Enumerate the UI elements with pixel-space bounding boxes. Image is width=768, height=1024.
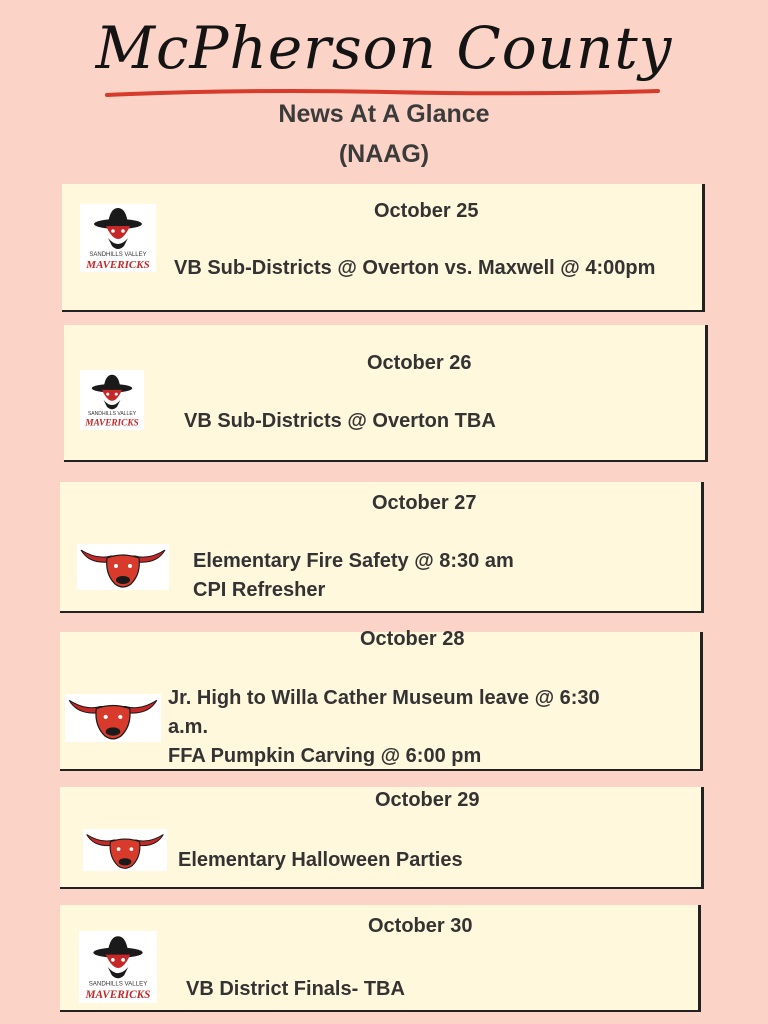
longhorn-bull-icon — [87, 834, 164, 868]
cowboy-mascot-icon — [94, 208, 142, 249]
event-date: October 26 — [367, 352, 472, 374]
event-card-oct-25 — [62, 184, 705, 312]
event-card-oct-29 — [60, 787, 704, 889]
event-text: a.m. — [168, 716, 209, 738]
event-card-oct-27 — [60, 482, 704, 613]
event-date: October 29 — [375, 789, 480, 811]
event-card-oct-26 — [64, 325, 708, 462]
page-title: McPherson County — [95, 14, 673, 82]
cowboy-mascot-icon — [93, 936, 142, 978]
svg-text:MAVERICKS: MAVERICKS — [86, 259, 150, 271]
svg-text:SANDHILLS VALLEY: SANDHILLS VALLEY — [88, 980, 148, 988]
event-date: October 27 — [372, 492, 477, 514]
svg-text:SANDHILLS VALLEY: SANDHILLS VALLEY — [87, 411, 137, 418]
mavericks-logo — [80, 370, 144, 430]
mavericks-logo — [79, 931, 157, 1003]
event-date: October 30 — [368, 915, 473, 937]
longhorn-bull-icon — [69, 700, 157, 739]
event-text: Elementary Fire Safety @ 8:30 am — [193, 550, 514, 572]
longhorn-logo — [65, 694, 161, 742]
longhorn-logo — [77, 544, 169, 590]
event-card-oct-30 — [60, 905, 701, 1012]
svg-text:MAVERICKS: MAVERICKS — [85, 988, 151, 1001]
event-text: FFA Pumpkin Carving @ 6:00 pm — [168, 745, 482, 767]
longhorn-logo — [83, 829, 167, 871]
event-card-oct-28 — [60, 628, 703, 771]
event-date: October 25 — [374, 200, 479, 222]
event-date: October 28 — [360, 628, 465, 650]
cowboy-mascot-icon — [92, 375, 132, 410]
event-text: VB Sub-Districts @ Overton TBA — [184, 410, 496, 432]
page-subtitle: News At A Glance — [278, 100, 490, 128]
mavericks-logo — [80, 204, 156, 272]
event-text: Elementary Halloween Parties — [178, 849, 463, 871]
svg-text:MAVERICKS: MAVERICKS — [85, 418, 139, 429]
event-text: CPI Refresher — [193, 579, 326, 601]
title-underline — [105, 86, 660, 100]
svg-text:SANDHILLS VALLEY: SANDHILLS VALLEY — [89, 252, 147, 258]
event-text: Jr. High to Willa Cather Museum leave @ 6:30 — [168, 687, 600, 709]
longhorn-bull-icon — [81, 550, 165, 587]
event-text: VB Sub-Districts @ Overton vs. Maxwell @ 4:00pm — [174, 257, 656, 279]
event-text: VB District Finals- TBA — [186, 978, 405, 1000]
page-subtitle-abbrev: (NAAG) — [338, 140, 430, 168]
